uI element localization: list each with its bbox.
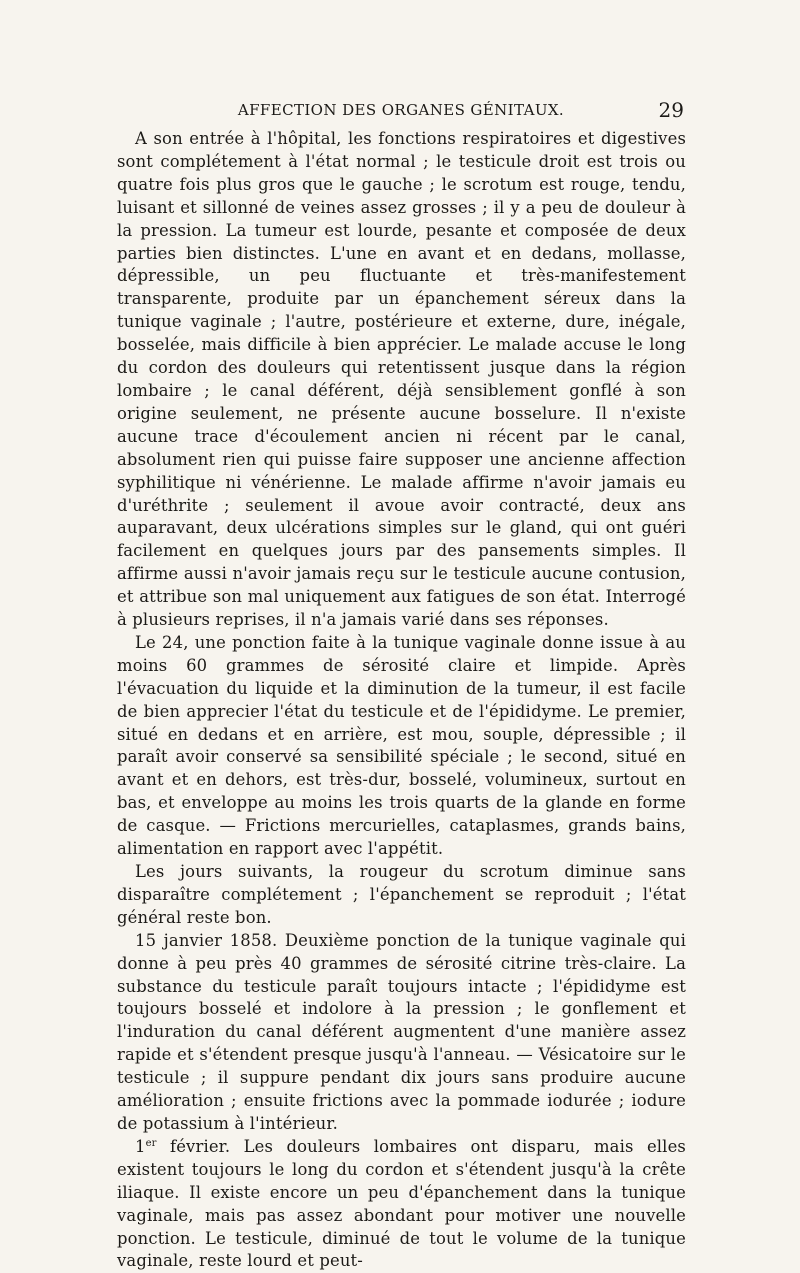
chapter-title: AFFECTION DES ORGANES GÉNITAUX. — [237, 101, 565, 119]
paragraph-second-puncture: 15 janvier 1858. Deuxième ponction de la tunique vaginale qui donne à peu près 40 grammes de sérosité citrine très-claire. La substance du testicule paraît toujours intacte ; l'épididyme est toujours bosselé et indolore à la pression ; le gonflement et l'induration du canal déférent augmentent d'une manière assez rapide et s'étendent presque jusqu'à l'anneau. — Vésicatoire sur le testicule ; il suppure pendant dix jours sans produire aucune amélioration ; ensuite frictions avec la pommade iodurée ; iodure de potassium à l'intérieur. — [117, 930, 686, 1133]
ordinal-suffix: er — [145, 1137, 157, 1149]
paragraph-admission: A son entrée à l'hôpital, les fonctions respiratoires et digestives sont complétement à l'état normal ; le testicule droit est trois ou quatre fois plus gros que le gauche ; le scrotum est rouge, tendu, luisant et sillonné de veines assez grosses ; il y a peu de douleur à la pression. La tumeur est lourde, pesante et composée de deux parties bien distinctes. L'une en avant et en dedans, mollasse, dépressible, un peu fluctuante et très-manifestement transparente, produite par un épanchement séreux dans la tunique vaginale ; l'autre, postérieure et externe, dure, inégale, bosselée, mais difficile à bien apprécier. Le malade accuse le long du cordon des douleurs qui retentissent jusque dans la région lombaire ; le canal déférent, déjà sensiblement gonflé à son origine seulement, ne présente aucune bosselure. Il n'existe aucune trace d'écoulement ancien ni récent par le canal, absolument rien qui puisse faire supposer une ancienne affection syphilitique ni vénérienne. Le malade affirme n'avoir jamais eu d'uréthrite ; seulement il avoue avoir contracté, deux ans auparavant, deux ulcérations simples sur le gland, qui ont guéri facilement en quelques jours par des pansements simples. Il affirme aussi n'avoir jamais reçu sur le testicule aucune contusion, et attribue son mal uniquement aux fatigues de son état. Interrogé à plusieurs reprises, il n'a jamais varié dans ses réponses. — [117, 129, 686, 630]
paragraph-february — [117, 1136, 686, 1273]
paragraph-first-puncture: Le 24, une ponction faite à la tunique vaginale donne issue à au moins 60 grammes de sérosité claire et limpide. Après l'évacuation du liquide et la diminution de la tumeur, il est facile de bien apprecier l'état du testicule et de l'épididyme. Le premier, situé en dedans et en arrière, est mou, souple, dépressible ; il paraît avoir conservé sa sensibilité spéciale ; le second, situé en avant et en dehors, est très-dur, bosselé, volumineux, surtout en bas, et enveloppe au moins les trois quarts de la glande en forme de casque. — Frictions mercurielles, cataplasmes, grands bains, alimentation en rapport avec l'appétit. — [117, 632, 686, 859]
running-head — [118, 98, 684, 122]
body-text — [117, 128, 686, 1273]
date-day: 1 — [135, 1136, 146, 1156]
paragraph-following-days: Les jours suivants, la rougeur du scrotum diminue sans disparaître complétement ; l'épanchement se reproduit ; l'état général reste bon. — [117, 862, 686, 927]
paragraph-february-text: février. Les douleurs lombaires ont disparu, mais elles existent toujours le long du cordon et s'étendent jusqu'à la crête iliaque. Il existe encore un peu d'épanchement dans la tunique vaginale, mais pas assez abondant pour motiver une nouvelle ponction. Le testicule, diminué de tout le volume de la tunique vaginale, reste lourd et peut- — [117, 1136, 686, 1271]
page-number: 29 — [658, 98, 684, 122]
